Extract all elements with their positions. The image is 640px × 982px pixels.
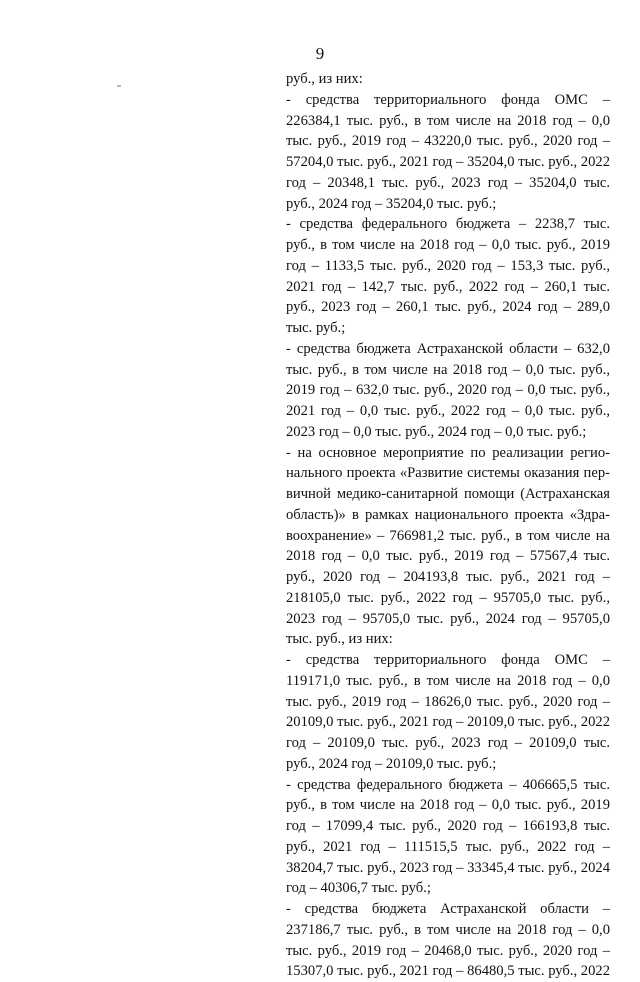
text-line: тыс. руб., из них: [286,631,393,648]
text-line: 218105,0 тыс. руб., 2022 год – 95705,0 тыс. руб., [286,589,610,606]
text-line: 2018 год – 0,0 тыс. руб., 2019 год – 57567,4 тыс. [286,548,610,565]
text-line: 57204,0 тыс. руб., 2021 год – 35204,0 тыс. руб., 2022 [286,154,610,170]
text-line: руб., в том числе на 2018 год – 0,0 тыс. руб., 2019 [286,797,610,814]
text-line: год – 1133,5 тыс. руб., 2020 год – 153,3 тыс. руб., [286,257,610,274]
text-line: 2023 год – 95705,0 тыс. руб., 2024 год – 95705,0 [286,610,610,627]
document-text-column [286,69,610,982]
text-line: область)» в рамках национального проекта «Здра- [286,506,610,523]
text-line: год – 40306,7 тыс. руб.; [286,880,431,897]
text-line: - средства федерального бюджета – 2238,7 тыс. [286,216,610,233]
scan-speck [117,85,121,87]
text-line: тыс. руб., 2019 год – 20468,0 тыс. руб., 2020 год – [286,942,610,959]
text-line: руб., 2021 год – 111515,5 тыс. руб., 2022 год – [286,838,610,855]
text-line: вичной медико-санитарной помощи (Астраханская [286,486,610,502]
text-line: год – 20109,0 тыс. руб., 2023 год – 20109,0 тыс. [286,735,610,751]
text-line: - средства бюджета Астраханской области – [286,901,610,917]
text-line: руб., 2024 год – 20109,0 тыс. руб.; [286,755,497,772]
text-line: год – 20348,1 тыс. руб., 2023 год – 35204,0 тыс. [286,174,610,191]
text-line: 2019 год – 632,0 тыс. руб., 2020 год – 0,0 тыс. руб., [286,382,610,399]
text-line: тыс. руб., в том числе на 2018 год – 0,0 тыс. руб., [286,361,610,378]
text-line: 15307,0 тыс. руб., 2021 год – 86480,5 тыс. руб., 2022 [286,963,610,980]
text-line: - средства территориального фонда ОМС – [286,652,610,668]
text-line: 226384,1 тыс. руб., в том числе на 2018 год – 0,0 [286,112,610,129]
text-line: руб., 2023 год – 260,1 тыс. руб., 2024 год – 289,0 [286,299,610,316]
text-line: - на основное мероприятие по реализации регио- [286,444,610,461]
text-line: - средства федерального бюджета – 406665,5 тыс. [286,776,610,793]
text-line: нального проекта «Развитие системы оказания пер- [286,465,610,482]
text-line: - средства бюджета Астраханской области – 632,0 [286,340,610,357]
text-line: 2021 год – 0,0 тыс. руб., 2022 год – 0,0 тыс. руб., [286,403,610,419]
text-line: 237186,7 тыс. руб., в том числе на 2018 год – 0,0 [286,921,610,938]
text-line: тыс. руб., 2019 год – 43220,0 тыс. руб., 2020 год – [286,133,610,150]
text-line: тыс. руб., 2019 год – 18626,0 тыс. руб., 2020 год – [286,693,610,710]
text-line: руб., 2024 год – 35204,0 тыс. руб.; [286,195,497,212]
text-line: тыс. руб.; [286,320,346,336]
text-line: руб., 2020 год – 204193,8 тыс. руб., 2021 год – [286,569,610,585]
text-line: воохранение» – 766981,2 тыс. руб., в том числе на [286,527,610,544]
text-line: 119171,0 тыс. руб., в том числе на 2018 год – 0,0 [286,672,610,689]
text-line: руб., в том числе на 2018 год – 0,0 тыс. руб., 2019 [286,237,610,253]
text-line: год – 17099,4 тыс. руб., 2020 год – 166193,8 тыс. [286,818,610,834]
text-line: 2023 год – 0,0 тыс. руб., 2024 год – 0,0 тыс. руб.; [286,423,587,440]
text-line: 2021 год – 142,7 тыс. руб., 2022 год – 260,1 тыс. [286,278,610,295]
text-line: 38204,7 тыс. руб., 2023 год – 33345,4 тыс. руб., 2024 [286,859,610,876]
text-line: руб., из них: [286,71,363,87]
text-line: - средства территориального фонда ОМС – [286,91,610,108]
text-line: 20109,0 тыс. руб., 2021 год – 20109,0 тыс. руб., 2022 [286,714,610,731]
page-number: 9 [315,44,325,63]
